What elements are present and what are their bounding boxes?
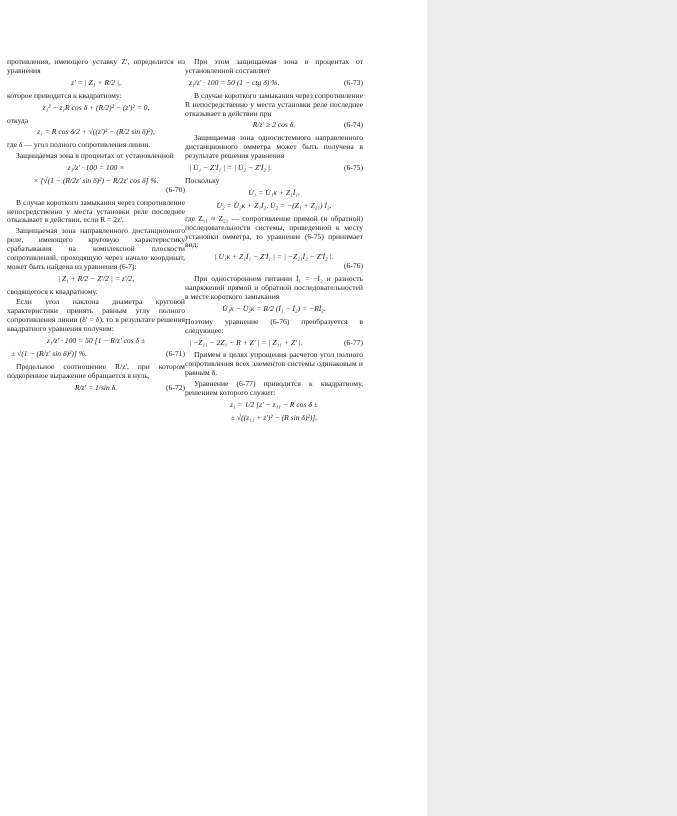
equation: | Z₁ + R/2 − Z'/2 | = z'/2,	[57, 273, 135, 283]
paragraph: В случае короткого замыкания через сопротивление непосредственно у места установки реле последнее отказывает в действии, если R = 2z'.	[7, 197, 185, 225]
paragraph: Поэтому уравнение (6-76) преобразуется в следующее:	[185, 316, 363, 335]
right-column	[185, 58, 363, 427]
paragraph: противления, имеющего уставку Z', определится из уравнения	[7, 57, 185, 75]
paragraph: откуда	[7, 115, 29, 125]
equation-number: (6-74)	[344, 120, 363, 130]
paragraph: При одностороннем питании İ₁ = −İ₂ и разность напряжений прямой и обратной последовательностей в месте короткого замыкания	[185, 274, 363, 301]
equation-6-76: | U̇₁к + Z₁İ₁ − Z'İ₁ | = | −Z₂₁İ₂ − Z'İ₂ |. (6-76)	[214, 252, 363, 271]
equation: z₁/z' · 100 = 100 ×	[67, 162, 125, 172]
equation-6-72: R/z' = 1/sin δ. (6-72)	[74, 382, 185, 392]
equation-6-75: | U̇₁ − Z'İ₁ | = | U̇₂ − Z'İ₂ |. (6-75)	[189, 163, 363, 173]
left-column	[7, 58, 185, 396]
equation-number: (6-72)	[166, 382, 185, 392]
paragraph: Если угол наклона диаметра круговой характеристики принять равным углу полного сопротивления линии (δ' = δ), то в результате решения квадратного уравнения получим:	[7, 297, 185, 334]
equation-number: (6-76)	[344, 261, 363, 271]
equation: z₁ = R cos δ/2 + √((z')² − (R/2 sin δ)²),	[37, 127, 155, 137]
paragraph: Защищаемая зона односистемного направленного дистанционного омметра может быть получена в результате решения уравнения	[185, 133, 363, 161]
equation-number: (6-73)	[344, 77, 363, 87]
equation: ± √((z₁₁ + z')² − (R sin δ)²)],	[230, 412, 318, 422]
paragraph: Примем в целях упрощения расчетов угол полного сопротивления всех элементов системы одинаковым и равным δ.	[185, 350, 363, 378]
paragraph: сводящегося к квадратному.	[7, 286, 98, 296]
paragraph: Защищаемая зона направленного дистанционного реле, имеющего круговую характеристику срабатывания на комплексной плоскости сопротивлений, проходящую через начало координат, может быть найдена из уравнения (6-7):	[7, 226, 185, 271]
equation-number: (6-77)	[344, 337, 363, 347]
equation-number: (6-70)	[166, 184, 185, 194]
equation-6-70: × [√(1 − (R/2z' sin δ)²) − R/2z' cos δ] %. (6-70)	[33, 175, 185, 194]
equation-number: (6-75)	[344, 163, 363, 173]
paragraph: Защищаемая зона в процентах от установленной	[16, 151, 174, 161]
equation-6-77: | −Z₁₁ − 2Z₁ − R + Z' | = | Z₁₁ + Z' |. (6-77)	[189, 337, 363, 347]
side-panel	[427, 0, 677, 816]
paragraph: Поскольку	[185, 175, 220, 185]
paragraph: При этом защищаемая зона в процентах от установленной составляет	[185, 57, 363, 75]
equation: z₁ = 1/2 [z' − z₁₁ − R cos δ ±	[230, 399, 318, 409]
equation-6-74: R/z' ≥ 2 cos δ. (6-74)	[252, 120, 363, 130]
equation: z' = | Z₁ + R/2 |,	[71, 77, 121, 87]
paragraph: где Z₁₁ ≈ Z₂₁ — сопротивление прямой (и обратной) последовательности системы, приведенной к месту установки омметра, то уравнение (6-75) принимает вид:	[185, 213, 363, 250]
equation: z₁² − z₁R cos δ + (R/2)² − (z')² = 0,	[42, 102, 150, 112]
paragraph: которое приводится к квадратному:	[7, 90, 122, 100]
paragraph: Предельное соотношение R/z', при котором подкоренное выражение обращается в нуль,	[7, 361, 185, 380]
equation-6-73: z₁/z' · 100 = 50 (1 − ctg δ) %. (6-73)	[189, 77, 363, 87]
equation: U̇₂ = U̇₂к + Z₁İ₂, U̇₂ = −(Z₁ + Z₂₁) İ₂,	[216, 200, 332, 210]
equation-number: (6-71)	[166, 348, 185, 358]
paragraph: В случае короткого замыкания через сопротивление R непосредственно у места установки реле последнее отказывает в действии при	[185, 90, 363, 118]
paragraph: Уравнение (6-77) приводится к квадратному, решением которого служит:	[185, 378, 363, 397]
equation-6-71: ± √(1 − (R/z' sin δ)²)] %. (6-71)	[11, 348, 185, 358]
equation: U̇₁ = U̇₁к + Z₁İ₁,	[248, 187, 300, 197]
paragraph: где δ — угол полного сопротивления линии.	[7, 140, 151, 150]
equation: U̇₁к − U̇₂к = R/2 (İ₁ − İ₂) = −Rİ₂.	[222, 303, 326, 313]
equation: z₁/z' · 100 = 50 [1 − R/z' cos δ ±	[46, 335, 146, 345]
